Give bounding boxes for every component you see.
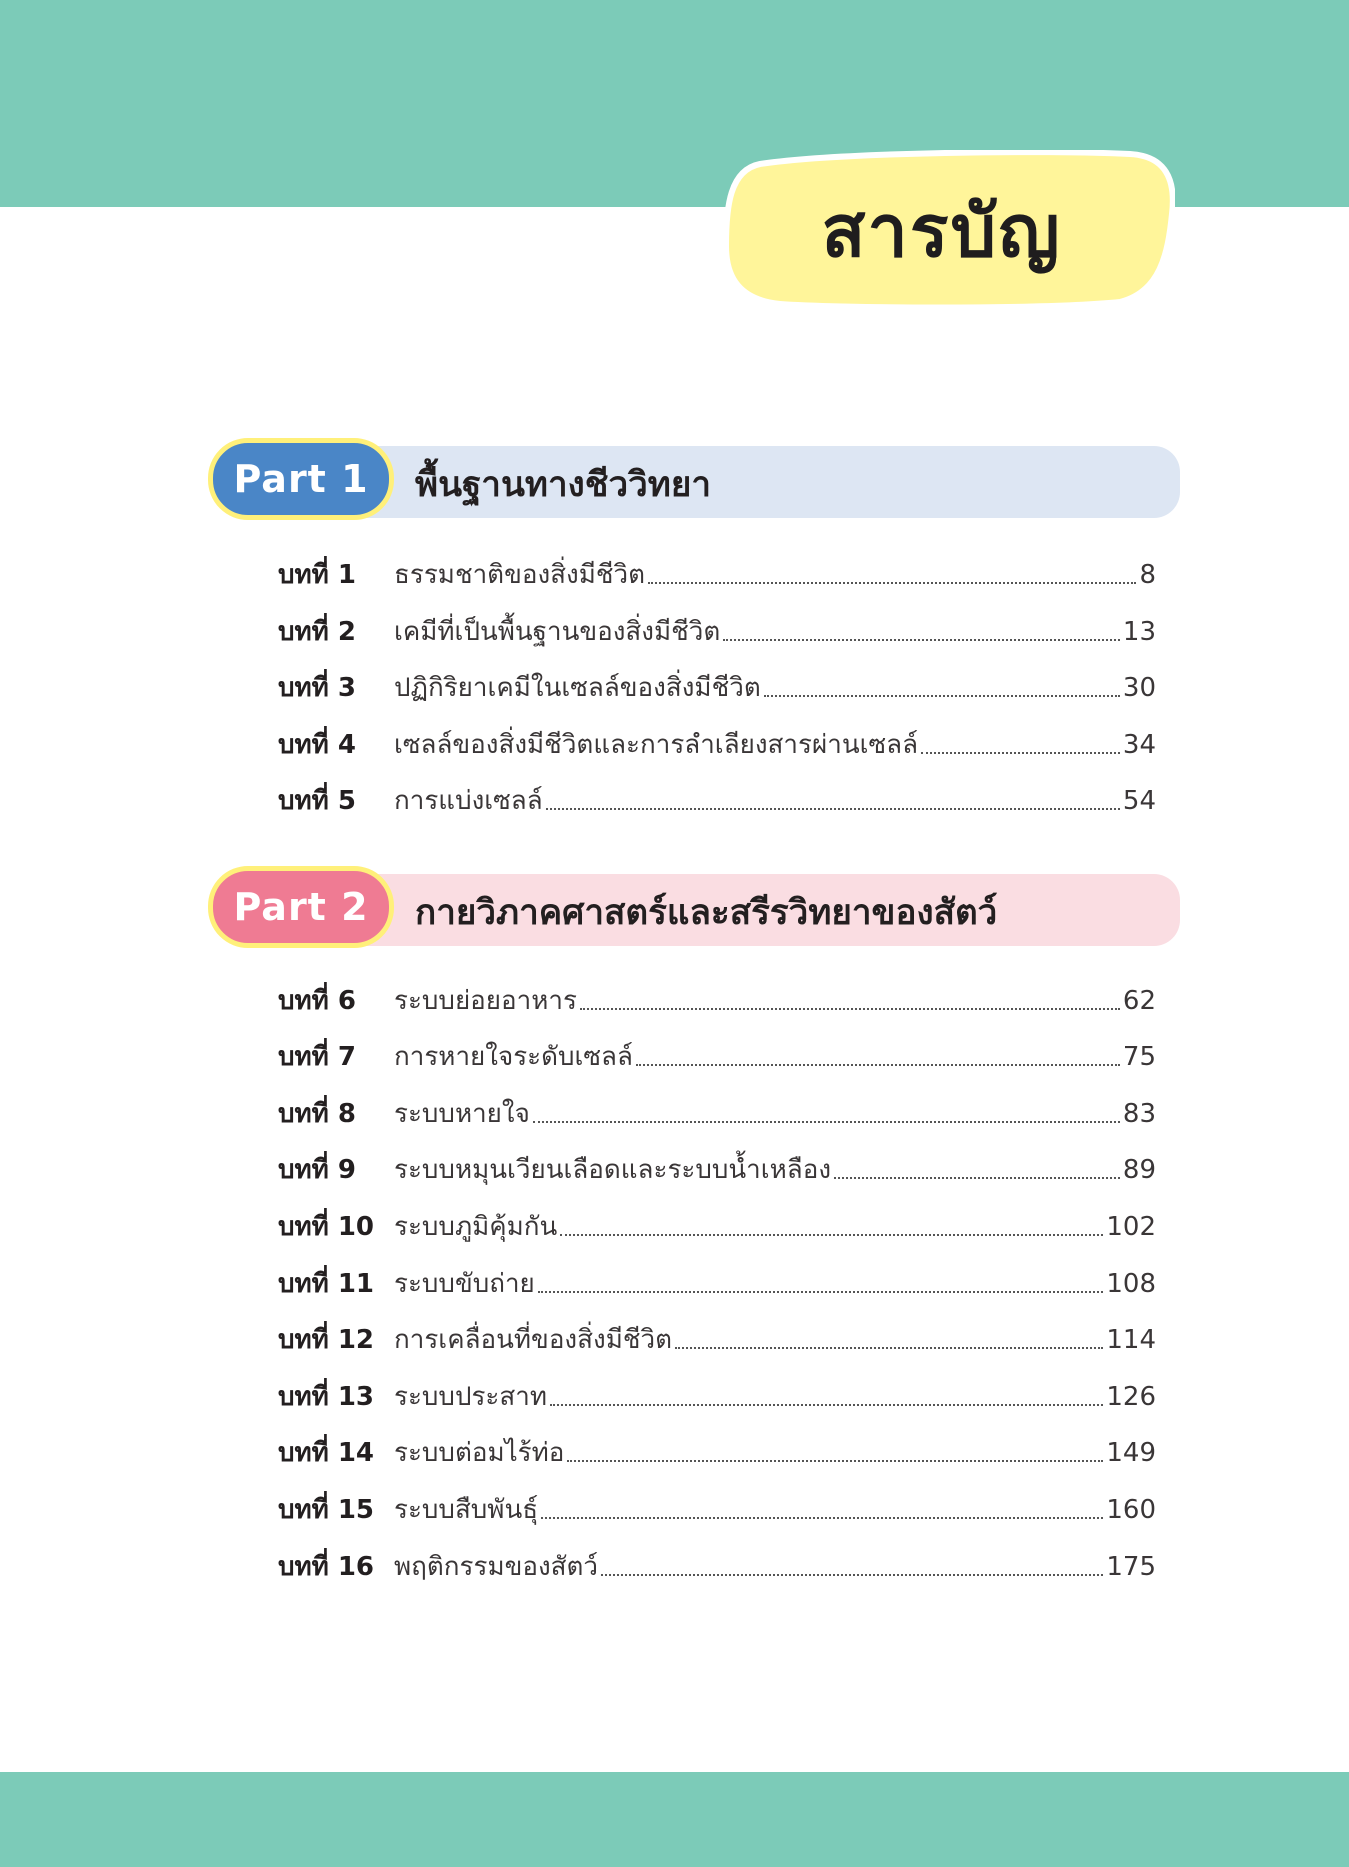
toc-row[interactable]	[278, 1257, 1156, 1297]
page-number: 102	[1106, 1212, 1156, 1242]
page-number: 34	[1122, 730, 1156, 760]
page-number: 54	[1122, 786, 1156, 816]
chapter-title: การหายใจระดับเซลล์	[394, 1042, 633, 1072]
chapter-title: ระบบประสาท	[394, 1382, 547, 1412]
chapter-title: ธรรมชาติของสิ่งมีชีวิต	[394, 560, 645, 590]
part-2-title: กายวิภาคศาสตร์และสรีรวิทยาของสัตว์	[415, 892, 998, 933]
chapter-label: บทที่ 7	[278, 1042, 356, 1072]
chapter-title: เคมีที่เป็นพื้นฐานของสิ่งมีชีวิต	[394, 617, 721, 647]
page-number: 108	[1106, 1269, 1156, 1299]
chapter-title: ปฏิกิริยาเคมีในเซลล์ของสิ่งมีชีวิต	[394, 673, 761, 703]
page-number: 75	[1122, 1042, 1156, 1072]
page-number: 114	[1106, 1325, 1156, 1355]
title-blob	[720, 150, 1175, 310]
toc-row[interactable]	[278, 1030, 1156, 1070]
page-number: 13	[1122, 617, 1156, 647]
toc-row[interactable]	[278, 718, 1156, 758]
toc-row[interactable]	[278, 974, 1156, 1014]
dot-leader	[648, 581, 1136, 584]
toc-row[interactable]	[278, 548, 1156, 588]
toc-row[interactable]	[278, 661, 1156, 701]
chapter-label: บทที่ 9	[278, 1155, 356, 1185]
chapter-label: บทที่ 12	[278, 1325, 375, 1355]
chapter-label: บทที่ 15	[278, 1495, 375, 1525]
dot-leader	[567, 1459, 1103, 1462]
part-2-header	[208, 866, 1176, 944]
part-1-header	[208, 438, 1176, 516]
chapter-title: พฤติกรรมของสัตว์	[394, 1552, 599, 1582]
chapter-label: บทที่ 8	[278, 1099, 356, 1129]
dot-leader	[764, 694, 1120, 697]
chapter-label: บทที่ 11	[278, 1269, 375, 1299]
toc-row[interactable]	[278, 1483, 1156, 1523]
chapter-title: ระบบหายใจ	[394, 1099, 530, 1129]
part-2-pill: Part 2	[208, 866, 394, 948]
toc-row[interactable]	[278, 1087, 1156, 1127]
chapter-label: บทที่ 3	[278, 673, 356, 703]
dot-leader	[834, 1176, 1120, 1179]
chapter-label: บทที่ 4	[278, 730, 356, 760]
chapter-label: บทที่ 1	[278, 560, 356, 590]
toc-row[interactable]	[278, 605, 1156, 645]
chapter-title: เซลล์ของสิ่งมีชีวิตและการลำเลียงสารผ่านเซลล์	[394, 730, 918, 760]
dot-leader	[538, 1290, 1104, 1293]
toc-row[interactable]	[278, 1370, 1156, 1410]
dot-leader	[541, 1516, 1103, 1519]
page-number: 126	[1106, 1382, 1156, 1412]
page-number: 89	[1122, 1155, 1156, 1185]
bottom-band	[0, 1772, 1349, 1867]
toc-row[interactable]	[278, 1143, 1156, 1183]
dot-leader	[533, 1120, 1120, 1123]
chapter-title: ระบบขับถ่าย	[394, 1269, 535, 1299]
page-number: 175	[1106, 1552, 1156, 1582]
chapter-label: บทที่ 13	[278, 1382, 375, 1412]
page-number: 8	[1139, 560, 1156, 590]
toc-row[interactable]	[278, 1313, 1156, 1353]
chapter-label: บทที่ 14	[278, 1438, 375, 1468]
dot-leader	[723, 638, 1120, 641]
chapter-label: บทที่ 10	[278, 1212, 375, 1242]
page-number: 30	[1122, 673, 1156, 703]
page-number: 83	[1122, 1099, 1156, 1129]
dot-leader	[560, 1233, 1103, 1236]
chapter-title: ระบบย่อยอาหาร	[394, 986, 577, 1016]
chapter-label: บทที่ 2	[278, 617, 356, 647]
dot-leader	[636, 1063, 1120, 1066]
chapter-label: บทที่ 6	[278, 986, 356, 1016]
dot-leader	[550, 1403, 1103, 1406]
chapter-title: การเคลื่อนที่ของสิ่งมีชีวิต	[394, 1325, 672, 1355]
chapter-title: การแบ่งเซลล์	[394, 786, 543, 816]
dot-leader	[601, 1573, 1103, 1576]
page-title: สารบัญ	[821, 188, 1062, 273]
toc-row[interactable]	[278, 774, 1156, 814]
chapter-title: ระบบสืบพันธุ์	[394, 1495, 539, 1525]
page-number: 62	[1122, 986, 1156, 1016]
part-1-title: พื้นฐานทางชีววิทยา	[415, 464, 711, 505]
page-number: 160	[1106, 1495, 1156, 1525]
chapter-label: บทที่ 16	[278, 1552, 375, 1582]
part-1-pill: Part 1	[208, 438, 394, 520]
chapter-title: ระบบหมุนเวียนเลือดและระบบน้ำเหลือง	[394, 1155, 832, 1185]
dot-leader	[675, 1346, 1103, 1349]
toc-row[interactable]	[278, 1200, 1156, 1240]
page-number: 149	[1106, 1438, 1156, 1468]
dot-leader	[580, 1007, 1120, 1010]
toc-row[interactable]	[278, 1540, 1156, 1580]
chapter-title: ระบบต่อมไร้ท่อ	[394, 1438, 565, 1468]
dot-leader	[921, 751, 1120, 754]
toc-row[interactable]	[278, 1426, 1156, 1466]
chapter-title: ระบบภูมิคุ้มกัน	[394, 1212, 558, 1242]
dot-leader	[546, 807, 1120, 810]
chapter-label: บทที่ 5	[278, 786, 356, 816]
